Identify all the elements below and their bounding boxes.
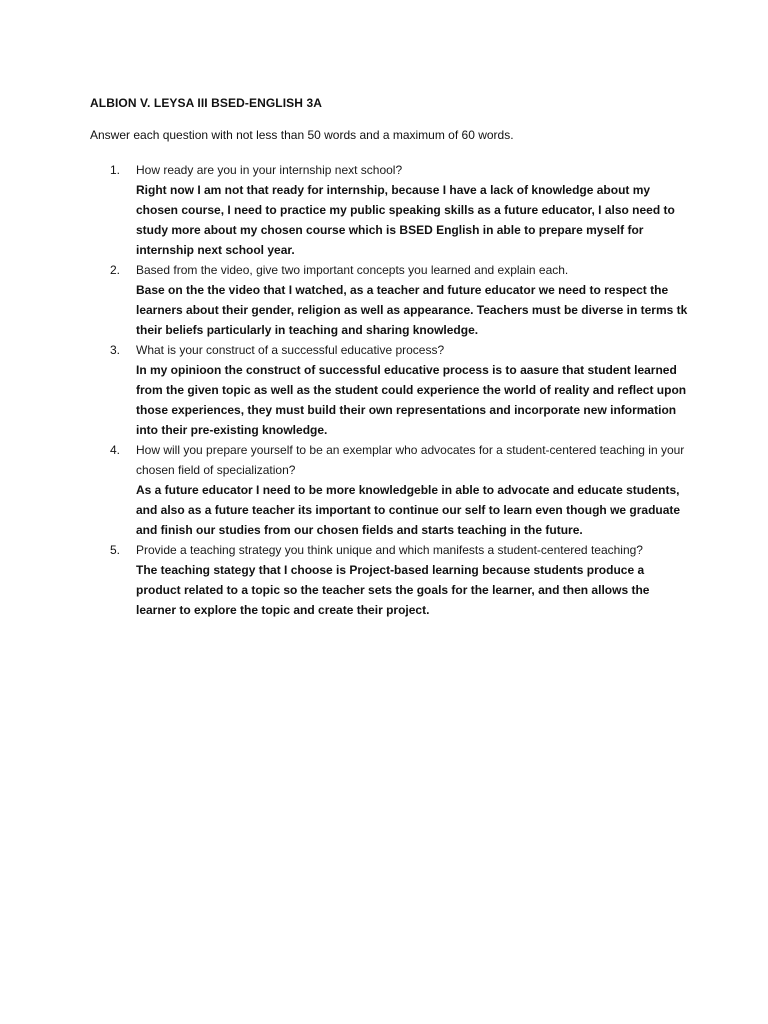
answer-text: Right now I am not that ready for internship, because I have a lack of knowledge about my chosen course, I need to practice my public speaking skills as a future educator, I also need to study more about my chosen course which is BSED English in able to prepare myself for internship next school year.: [136, 183, 675, 257]
list-item: [110, 440, 690, 540]
question-list: [110, 160, 690, 620]
question-text: Provide a teaching strategy you think unique and which manifests a student-centered teaching?: [136, 543, 643, 557]
list-item: [110, 160, 690, 260]
question-number: 2.: [110, 263, 121, 277]
instructions-text: Answer each question with not less than 50 words and a maximum of 60 words.: [90, 128, 514, 142]
list-item: [110, 260, 690, 340]
question-text: What is your construct of a successful educative process?: [136, 343, 445, 357]
question-number: 4.: [110, 443, 121, 457]
answer-text: The teaching stategy that I choose is Project-based learning because students produce a product related to a topic so the teacher sets the goals for the learner, and then allows the learner to explore the topic and create their project.: [136, 563, 650, 617]
question-text: How ready are you in your internship next school?: [136, 163, 403, 177]
question-number: 3.: [110, 343, 121, 357]
question-number: 1.: [110, 163, 121, 177]
list-item: [110, 340, 690, 440]
question-text: How will you prepare yourself to be an exemplar who advocates for a student-centered teaching in your chosen field of specialization?: [136, 443, 685, 477]
document-header: ALBION V. LEYSA III BSED-ENGLISH 3A: [90, 96, 322, 110]
answer-text: As a future educator I need to be more knowledgeble in able to advocate and educate students, and also as a future teacher its important to continue our self to learn even though we graduate and finish our studies from our chosen fields and starts teaching in the future.: [136, 483, 681, 537]
question-number: 5.: [110, 543, 121, 557]
answer-text: Base on the the video that I watched, as a teacher and future educator we need to respect the learners about their gender, religion as well as appearance. Teachers must be diverse in terms tk their beliefs particularly in teaching and sharing knowledge.: [136, 283, 688, 337]
question-text: Based from the video, give two important concepts you learned and explain each.: [136, 263, 569, 277]
list-item: [110, 540, 690, 620]
answer-text: In my opinioon the construct of successful educative process is to aasure that student learned from the given topic as well as the student could experience the world of reality and reflect upon those experiences, they must build their own representations and incorporate new information into their pre-existing knowledge.: [136, 363, 687, 437]
